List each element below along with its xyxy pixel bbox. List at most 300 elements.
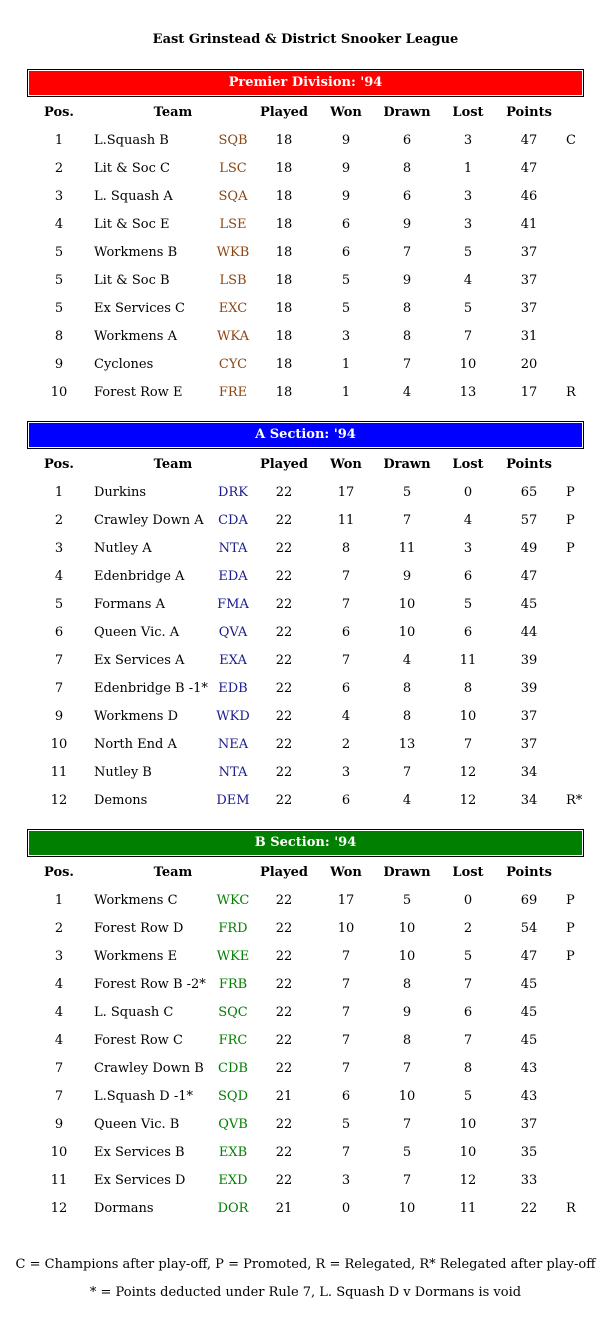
cell-played: 22 xyxy=(275,921,293,936)
cell-drawn: 13 xyxy=(398,737,416,752)
cell-points: 45 xyxy=(520,977,538,992)
cell-pos: 10 xyxy=(50,737,68,752)
table-row xyxy=(0,703,611,731)
cell-pos: 1 xyxy=(54,485,64,500)
cell-team: Forest Row B -2* xyxy=(94,977,206,992)
cell-played: 18 xyxy=(275,357,293,372)
cell-drawn: 6 xyxy=(402,189,412,204)
cell-won: 11 xyxy=(337,513,355,528)
table-header-row xyxy=(0,451,611,479)
cell-team: Workmens A xyxy=(94,329,177,344)
table-row xyxy=(0,1027,611,1055)
cell-lost: 3 xyxy=(463,217,473,232)
cell-code: NTA xyxy=(218,541,248,556)
cell-pos: 5 xyxy=(54,597,64,612)
cell-played: 18 xyxy=(275,189,293,204)
cell-points: 47 xyxy=(520,133,538,148)
cell-lost: 8 xyxy=(463,1061,473,1076)
cell-points: 34 xyxy=(520,765,538,780)
rule-footnote: * = Points deducted under Rule 7, L. Squash D v Dormans is void xyxy=(89,1285,522,1300)
cell-won: 9 xyxy=(341,189,351,204)
cell-played: 22 xyxy=(275,765,293,780)
table-row xyxy=(0,887,611,915)
cell-played: 22 xyxy=(275,949,293,964)
cell-drawn: 9 xyxy=(402,1005,412,1020)
cell-played: 18 xyxy=(275,301,293,316)
cell-pos: 4 xyxy=(54,1005,64,1020)
cell-note: P xyxy=(566,541,575,556)
cell-points: 37 xyxy=(520,273,538,288)
cell-points: 31 xyxy=(520,329,538,344)
cell-points: 41 xyxy=(520,217,538,232)
cell-team: Ex Services D xyxy=(94,1173,186,1188)
cell-team: Workmens C xyxy=(94,893,178,908)
cell-pos: 9 xyxy=(54,357,64,372)
cell-drawn: 7 xyxy=(402,357,412,372)
cell-played: 22 xyxy=(275,737,293,752)
cell-pos: 12 xyxy=(50,1201,68,1216)
cell-played: 22 xyxy=(275,977,293,992)
cell-note: R* xyxy=(566,793,583,808)
cell-drawn: 4 xyxy=(402,793,412,808)
cell-pos: 7 xyxy=(54,1061,64,1076)
cell-drawn: 10 xyxy=(398,1201,416,1216)
cell-team: Lit & Soc C xyxy=(94,161,170,176)
cell-note: R xyxy=(566,1201,576,1216)
cell-code: EDB xyxy=(218,681,248,696)
cell-lost: 5 xyxy=(463,949,473,964)
cell-points: 37 xyxy=(520,709,538,724)
cell-note: P xyxy=(566,893,575,908)
cell-code: FRD xyxy=(218,921,248,936)
cell-drawn: 10 xyxy=(398,921,416,936)
cell-code: EXB xyxy=(218,1145,248,1160)
cell-lost: 3 xyxy=(463,541,473,556)
cell-lost: 8 xyxy=(463,681,473,696)
cell-code: DOR xyxy=(217,1201,249,1216)
cell-lost: 3 xyxy=(463,133,473,148)
cell-team: Workmens E xyxy=(94,949,178,964)
cell-drawn: 7 xyxy=(402,765,412,780)
cell-drawn: 5 xyxy=(402,485,412,500)
cell-lost: 0 xyxy=(463,893,473,908)
cell-pos: 10 xyxy=(50,1145,68,1160)
cell-code: EXC xyxy=(218,301,248,316)
cell-won: 4 xyxy=(341,709,351,724)
header-team: Team xyxy=(153,457,193,472)
cell-won: 3 xyxy=(341,329,351,344)
cell-drawn: 8 xyxy=(402,681,412,696)
cell-team: Ex Services C xyxy=(94,301,185,316)
cell-played: 22 xyxy=(275,681,293,696)
cell-lost: 1 xyxy=(463,161,473,176)
cell-code: CYC xyxy=(218,357,248,372)
table-row xyxy=(0,731,611,759)
header-played: Played xyxy=(259,105,309,120)
cell-points: 45 xyxy=(520,597,538,612)
cell-played: 22 xyxy=(275,1033,293,1048)
cell-lost: 5 xyxy=(463,597,473,612)
cell-lost: 6 xyxy=(463,569,473,584)
table-row xyxy=(0,675,611,703)
cell-lost: 10 xyxy=(459,1145,477,1160)
cell-won: 7 xyxy=(341,569,351,584)
cell-pos: 11 xyxy=(50,765,68,780)
cell-won: 7 xyxy=(341,977,351,992)
cell-lost: 3 xyxy=(463,189,473,204)
cell-lost: 10 xyxy=(459,357,477,372)
cell-drawn: 7 xyxy=(402,1173,412,1188)
cell-pos: 1 xyxy=(54,893,64,908)
cell-lost: 6 xyxy=(463,625,473,640)
table-row xyxy=(0,239,611,267)
header-team: Team xyxy=(153,865,193,880)
cell-drawn: 4 xyxy=(402,385,412,400)
table-row xyxy=(0,971,611,999)
cell-pos: 5 xyxy=(54,245,64,260)
cell-won: 7 xyxy=(341,1033,351,1048)
cell-code: LSB xyxy=(219,273,247,288)
cell-pos: 3 xyxy=(54,541,64,556)
cell-points: 69 xyxy=(520,893,538,908)
cell-won: 6 xyxy=(341,217,351,232)
cell-won: 6 xyxy=(341,245,351,260)
cell-points: 37 xyxy=(520,737,538,752)
cell-pos: 4 xyxy=(54,569,64,584)
table-row xyxy=(0,591,611,619)
cell-drawn: 6 xyxy=(402,133,412,148)
cell-points: 34 xyxy=(520,793,538,808)
cell-note: P xyxy=(566,949,575,964)
cell-team: Formans A xyxy=(94,597,165,612)
cell-lost: 10 xyxy=(459,709,477,724)
section-banner xyxy=(27,69,584,97)
cell-drawn: 5 xyxy=(402,1145,412,1160)
table-row xyxy=(0,267,611,295)
cell-lost: 6 xyxy=(463,1005,473,1020)
header-drawn: Drawn xyxy=(383,457,431,472)
cell-points: 17 xyxy=(520,385,538,400)
cell-code: EXA xyxy=(219,653,247,668)
cell-team: L.Squash B xyxy=(94,133,169,148)
cell-won: 9 xyxy=(341,133,351,148)
cell-code: WKC xyxy=(216,893,250,908)
cell-drawn: 10 xyxy=(398,597,416,612)
table-row xyxy=(0,787,611,815)
cell-team: L.Squash D -1* xyxy=(94,1089,194,1104)
cell-points: 43 xyxy=(520,1089,538,1104)
cell-pos: 2 xyxy=(54,921,64,936)
cell-pos: 4 xyxy=(54,217,64,232)
cell-played: 22 xyxy=(275,597,293,612)
cell-played: 21 xyxy=(275,1089,293,1104)
cell-points: 54 xyxy=(520,921,538,936)
cell-code: LSE xyxy=(219,217,247,232)
table-row xyxy=(0,647,611,675)
cell-played: 22 xyxy=(275,1061,293,1076)
cell-pos: 8 xyxy=(54,329,64,344)
cell-drawn: 9 xyxy=(402,217,412,232)
cell-points: 37 xyxy=(520,1117,538,1132)
cell-lost: 10 xyxy=(459,1117,477,1132)
cell-note: R xyxy=(566,385,576,400)
cell-drawn: 7 xyxy=(402,1117,412,1132)
cell-played: 22 xyxy=(275,513,293,528)
cell-points: 33 xyxy=(520,1173,538,1188)
cell-won: 7 xyxy=(341,1145,351,1160)
header-pos: Pos. xyxy=(44,865,74,880)
table-row xyxy=(0,1111,611,1139)
cell-code: DRK xyxy=(218,485,248,500)
header-won: Won xyxy=(330,105,362,120)
header-won: Won xyxy=(330,457,362,472)
table-row xyxy=(0,1083,611,1111)
header-drawn: Drawn xyxy=(383,105,431,120)
cell-code: QVB xyxy=(218,1117,248,1132)
cell-lost: 7 xyxy=(463,977,473,992)
cell-played: 18 xyxy=(275,385,293,400)
cell-pos: 7 xyxy=(54,681,64,696)
cell-points: 45 xyxy=(520,1005,538,1020)
cell-lost: 2 xyxy=(463,921,473,936)
cell-drawn: 4 xyxy=(402,653,412,668)
cell-lost: 5 xyxy=(463,245,473,260)
table-row xyxy=(0,943,611,971)
cell-code: FMA xyxy=(217,597,249,612)
cell-code: WKD xyxy=(216,709,250,724)
header-drawn: Drawn xyxy=(383,865,431,880)
table-row xyxy=(0,127,611,155)
table-header-row xyxy=(0,859,611,887)
cell-played: 22 xyxy=(275,569,293,584)
cell-points: 37 xyxy=(520,245,538,260)
cell-team: Forest Row C xyxy=(94,1033,183,1048)
cell-team: Dormans xyxy=(94,1201,154,1216)
cell-lost: 12 xyxy=(459,765,477,780)
cell-note: P xyxy=(566,485,575,500)
table-row xyxy=(0,759,611,787)
cell-team: Ex Services B xyxy=(94,1145,185,1160)
header-pos: Pos. xyxy=(44,457,74,472)
section-title: Premier Division: '94 xyxy=(29,71,582,95)
cell-pos: 9 xyxy=(54,709,64,724)
cell-team: Durkins xyxy=(94,485,147,500)
cell-played: 22 xyxy=(275,1005,293,1020)
cell-pos: 7 xyxy=(54,1089,64,1104)
cell-team: Lit & Soc E xyxy=(94,217,170,232)
cell-team: Queen Vic. A xyxy=(94,625,180,640)
cell-won: 1 xyxy=(341,385,351,400)
cell-code: FRE xyxy=(218,385,248,400)
cell-drawn: 9 xyxy=(402,273,412,288)
table-row xyxy=(0,323,611,351)
cell-won: 10 xyxy=(337,921,355,936)
cell-won: 5 xyxy=(341,301,351,316)
cell-pos: 4 xyxy=(54,1033,64,1048)
cell-code: WKB xyxy=(216,245,250,260)
cell-team: Workmens B xyxy=(94,245,178,260)
table-row xyxy=(0,211,611,239)
cell-team: Forest Row E xyxy=(94,385,183,400)
cell-code: SQC xyxy=(218,1005,248,1020)
cell-points: 37 xyxy=(520,301,538,316)
cell-lost: 7 xyxy=(463,737,473,752)
cell-drawn: 10 xyxy=(398,1089,416,1104)
cell-pos: 11 xyxy=(50,1173,68,1188)
cell-team: Crawley Down B xyxy=(94,1061,204,1076)
cell-code: WKA xyxy=(217,329,249,344)
page-title: East Grinstead & District Snooker League xyxy=(152,32,459,47)
cell-team: Nutley A xyxy=(94,541,152,556)
table-row xyxy=(0,563,611,591)
cell-played: 21 xyxy=(275,1201,293,1216)
cell-drawn: 9 xyxy=(402,569,412,584)
cell-team: L. Squash C xyxy=(94,1005,174,1020)
legend-footnote: C = Champions after play-off, P = Promoted, R = Relegated, R* Relegated after play-off xyxy=(15,1257,596,1272)
cell-lost: 11 xyxy=(459,653,477,668)
header-pos: Pos. xyxy=(44,105,74,120)
cell-pos: 1 xyxy=(54,133,64,148)
cell-played: 18 xyxy=(275,329,293,344)
cell-lost: 4 xyxy=(463,273,473,288)
cell-code: LSC xyxy=(219,161,247,176)
cell-pos: 2 xyxy=(54,513,64,528)
cell-pos: 5 xyxy=(54,301,64,316)
cell-drawn: 7 xyxy=(402,513,412,528)
cell-code: EXD xyxy=(218,1173,248,1188)
cell-played: 18 xyxy=(275,217,293,232)
cell-won: 7 xyxy=(341,1061,351,1076)
cell-drawn: 8 xyxy=(402,301,412,316)
header-lost: Lost xyxy=(452,457,484,472)
cell-won: 8 xyxy=(341,541,351,556)
cell-played: 22 xyxy=(275,1117,293,1132)
cell-points: 65 xyxy=(520,485,538,500)
cell-won: 6 xyxy=(341,1089,351,1104)
table-row xyxy=(0,619,611,647)
cell-pos: 9 xyxy=(54,1117,64,1132)
cell-pos: 10 xyxy=(50,385,68,400)
cell-played: 22 xyxy=(275,793,293,808)
cell-played: 18 xyxy=(275,161,293,176)
cell-code: FRC xyxy=(218,1033,248,1048)
cell-drawn: 8 xyxy=(402,161,412,176)
table-row xyxy=(0,999,611,1027)
header-lost: Lost xyxy=(452,105,484,120)
cell-won: 17 xyxy=(337,893,355,908)
cell-code: WKE xyxy=(216,949,250,964)
cell-won: 17 xyxy=(337,485,355,500)
cell-code: QVA xyxy=(218,625,248,640)
cell-drawn: 11 xyxy=(398,541,416,556)
table-row xyxy=(0,183,611,211)
cell-pos: 7 xyxy=(54,653,64,668)
header-points: Points xyxy=(506,105,552,120)
cell-won: 2 xyxy=(341,737,351,752)
cell-code: CDB xyxy=(218,1061,248,1076)
cell-team: Workmens D xyxy=(94,709,179,724)
cell-code: NTA xyxy=(218,765,248,780)
table-row xyxy=(0,1195,611,1223)
cell-pos: 3 xyxy=(54,189,64,204)
cell-points: 39 xyxy=(520,653,538,668)
cell-won: 7 xyxy=(341,1005,351,1020)
cell-points: 43 xyxy=(520,1061,538,1076)
cell-code: SQA xyxy=(218,189,248,204)
cell-drawn: 8 xyxy=(402,977,412,992)
section-banner xyxy=(27,829,584,857)
cell-points: 47 xyxy=(520,569,538,584)
cell-won: 3 xyxy=(341,1173,351,1188)
cell-note: C xyxy=(566,133,576,148)
cell-won: 1 xyxy=(341,357,351,372)
cell-code: EDA xyxy=(218,569,248,584)
cell-team: Forest Row D xyxy=(94,921,184,936)
cell-played: 22 xyxy=(275,541,293,556)
cell-won: 0 xyxy=(341,1201,351,1216)
cell-won: 7 xyxy=(341,597,351,612)
cell-won: 6 xyxy=(341,681,351,696)
cell-won: 7 xyxy=(341,653,351,668)
cell-team: Ex Services A xyxy=(94,653,185,668)
cell-points: 47 xyxy=(520,949,538,964)
header-lost: Lost xyxy=(452,865,484,880)
cell-played: 22 xyxy=(275,653,293,668)
cell-won: 6 xyxy=(341,793,351,808)
cell-team: Queen Vic. B xyxy=(94,1117,180,1132)
cell-points: 47 xyxy=(520,161,538,176)
cell-points: 49 xyxy=(520,541,538,556)
cell-team: Edenbridge B -1* xyxy=(94,681,208,696)
table-row xyxy=(0,379,611,407)
table-row xyxy=(0,1055,611,1083)
cell-points: 46 xyxy=(520,189,538,204)
header-points: Points xyxy=(506,457,552,472)
cell-lost: 5 xyxy=(463,1089,473,1104)
cell-points: 35 xyxy=(520,1145,538,1160)
cell-played: 22 xyxy=(275,625,293,640)
cell-pos: 3 xyxy=(54,949,64,964)
cell-played: 18 xyxy=(275,245,293,260)
table-row xyxy=(0,915,611,943)
cell-team: L. Squash A xyxy=(94,189,173,204)
cell-won: 5 xyxy=(341,273,351,288)
cell-drawn: 7 xyxy=(402,1061,412,1076)
cell-drawn: 10 xyxy=(398,949,416,964)
header-points: Points xyxy=(506,865,552,880)
cell-won: 3 xyxy=(341,765,351,780)
cell-won: 6 xyxy=(341,625,351,640)
cell-team: North End A xyxy=(94,737,177,752)
cell-note: P xyxy=(566,921,575,936)
header-played: Played xyxy=(259,457,309,472)
header-won: Won xyxy=(330,865,362,880)
cell-lost: 4 xyxy=(463,513,473,528)
cell-won: 5 xyxy=(341,1117,351,1132)
cell-points: 20 xyxy=(520,357,538,372)
cell-played: 18 xyxy=(275,273,293,288)
table-row xyxy=(0,507,611,535)
cell-drawn: 8 xyxy=(402,1033,412,1048)
table-row xyxy=(0,295,611,323)
cell-team: Edenbridge A xyxy=(94,569,185,584)
header-team: Team xyxy=(153,105,193,120)
cell-drawn: 7 xyxy=(402,245,412,260)
cell-played: 22 xyxy=(275,709,293,724)
cell-team: Lit & Soc B xyxy=(94,273,170,288)
cell-drawn: 8 xyxy=(402,709,412,724)
cell-points: 39 xyxy=(520,681,538,696)
